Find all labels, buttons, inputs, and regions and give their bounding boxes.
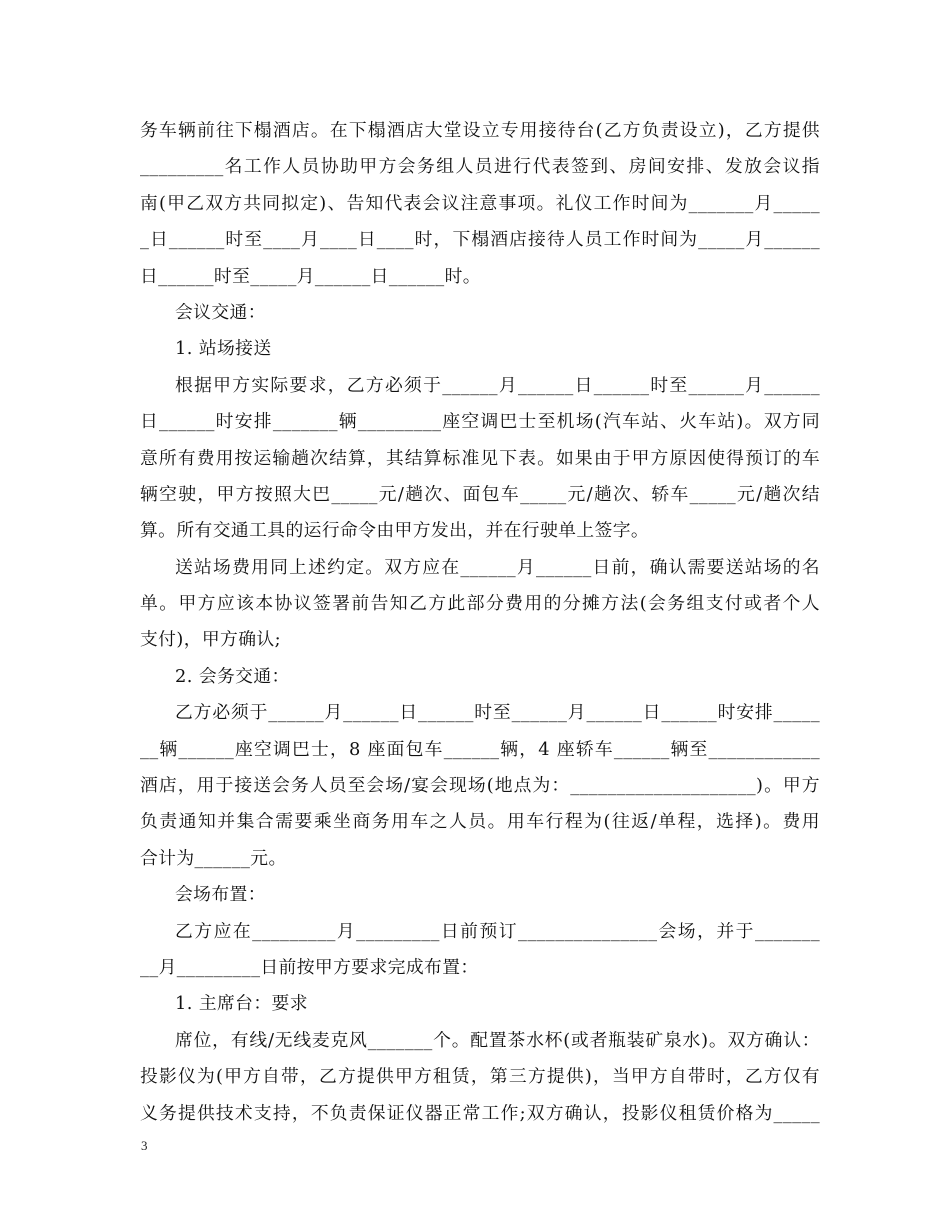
text-line: 乙方应在_________月_________日前预订_______________会场，并于_______ [175,920,820,942]
section-heading-meeting-transport: 会议交通： [175,301,266,323]
text-line: 务车辆前往下榻酒店。在下榻酒店大堂设立专用接待台(乙方负责设立)，乙方提供 [140,120,820,141]
subsection-heading-presidium: 1. 主席台：要求 [175,993,308,1015]
text-line: 合计为______元。 [140,847,287,869]
text-line: __月_________日前按甲方要求完成布置： [140,956,479,978]
text-line: 日______时安排_______辆_________座空调巴士至机场(汽车站、火车站)。双方同 [140,411,820,433]
text-line: 根据甲方实际要求，乙方必须于______月______日______时至______月______ [175,374,820,396]
section-heading-venue-setup: 会场布置： [175,884,266,906]
text-line: __辆______座空调巴士，8 座面包车______辆，4 座轿车______辆至____________ [140,738,820,760]
subsection-heading-conference-transport: 2. 会务交通： [175,665,290,687]
text-line: 南(甲乙双方共同拟定)、告知代表会议注意事项。礼仪工作时间为_______月_____ [140,192,820,214]
text-line: 负责通知并集合需要乘坐商务用车之人员。用车行程为(往返/单程，选择)。费用 [140,811,820,833]
text-line: 单。甲方应该本协议签署前告知乙方此部分费用的分摊方法(会务组支付或者个人 [140,593,820,615]
text-line: 投影仪为(甲方自带，乙方提供甲方租赁，第三方提供)，当甲方自带时，乙方仅有 [140,1066,820,1088]
text-line: 算。所有交通工具的运行命令由甲方发出，并在行驶单上签字。 [140,520,650,542]
text-line: 支付)，甲方确认; [140,629,281,651]
text-line: 辆空驶，甲方按照大巴_____元/趟次、面包车_____元/趟次、轿车_____元/趟次结 [140,483,820,505]
document-body [140,113,820,1132]
text-line: _________名工作人员协助甲方会务组人员进行代表签到、房间安排、发放会议指 [140,156,820,178]
text-line: 意所有费用按运输趟次结算，其结算标准见下表。如果由于甲方原因使得预订的车 [140,447,820,469]
text-line: 席位，有线/无线麦克风_______个。配置茶水杯(或者瓶装矿泉水)。双方确认： [175,1029,820,1051]
page-number: 3 [141,1138,148,1153]
text-line: _日______时至____月____日____时，下榻酒店接待人员工作时间为_____月______ [140,229,820,251]
text-line: 日______时至_____月______日______时。 [140,265,481,287]
text-line: 送站场费用同上述约定。双方应在______月______日前，确认需要送站场的名 [175,556,820,578]
text-line: 义务提供技术支持，不负责保证仪器正常工作;双方确认，投影仪租赁价格为_____ [140,1102,820,1124]
subsection-heading-station-pickup: 1. 站场接送 [175,338,272,360]
text-line: 酒店，用于接送会务人员至会场/宴会现场(地点为：____________________)。甲方 [140,775,820,797]
text-line: 乙方必须于______月______日______时至______月______日______时安排_____ [175,702,820,724]
